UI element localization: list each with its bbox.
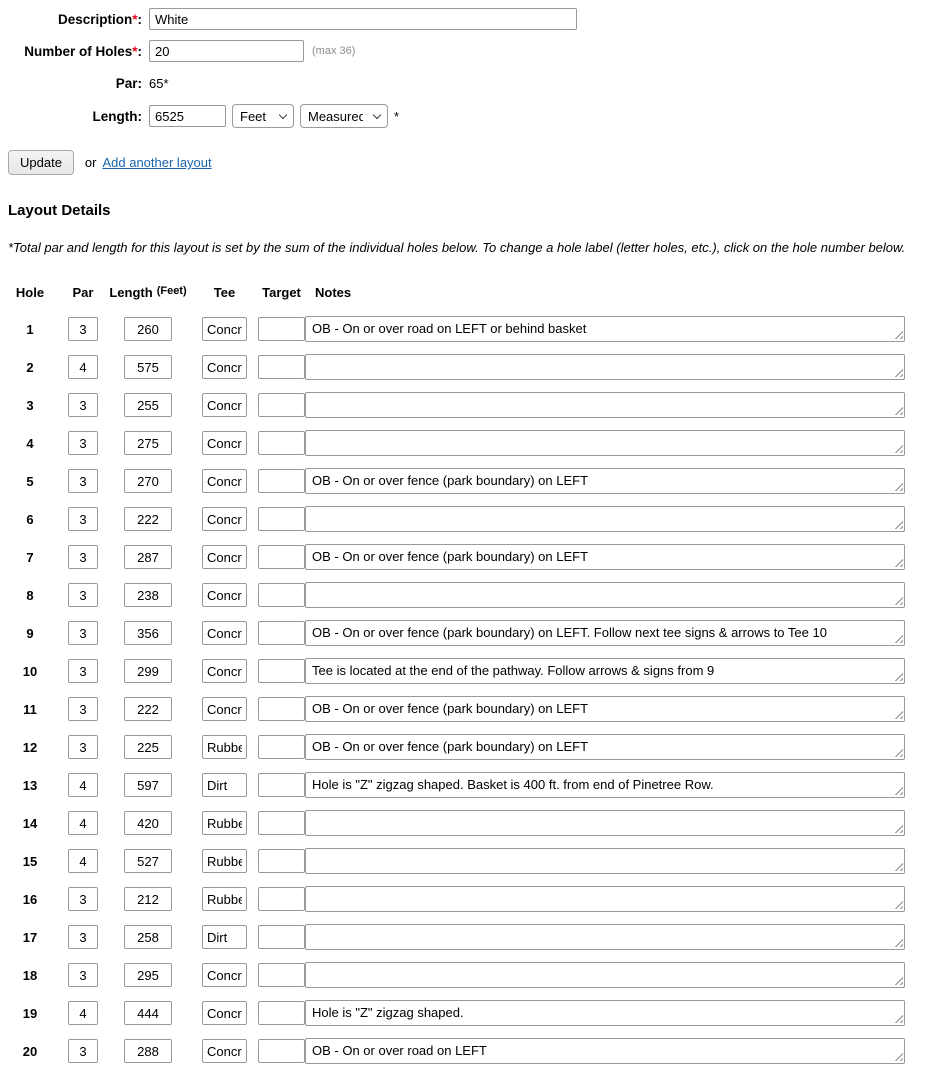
header-par: Par [72,284,94,300]
add-another-layout-link[interactable]: Add another layout [102,155,212,170]
target-input[interactable] [258,583,305,607]
holes-table [0,282,925,1070]
par-input[interactable] [68,431,98,455]
length-method-select[interactable] [300,104,388,128]
length-input[interactable] [124,735,172,759]
length-input[interactable] [124,1001,172,1025]
tee-input[interactable] [202,393,247,417]
par-input[interactable] [68,925,98,949]
target-input[interactable] [258,887,305,911]
number-of-holes-input[interactable] [149,40,304,62]
par-label [0,76,142,91]
tee-input[interactable] [202,773,247,797]
length-unit-select[interactable] [232,104,294,128]
target-input[interactable] [258,1039,305,1063]
length-input[interactable] [124,583,172,607]
par-row [0,72,925,94]
length-input[interactable] [124,431,172,455]
par-input[interactable] [68,621,98,645]
target-input[interactable] [258,963,305,987]
notes-textarea[interactable] [305,582,905,608]
holes-table-header [0,282,925,302]
table-row [0,842,925,880]
table-row [0,880,925,918]
tee-input[interactable] [202,1039,247,1063]
target-input[interactable] [258,811,305,835]
table-row [0,728,925,766]
table-row [0,652,925,690]
length-label [0,109,142,124]
length-input[interactable] [124,507,172,531]
layout-details-note: *Total par and length for this layout is set by the sum of the individual holes below. To change a hole label (letter holes, etc.), click on the hole number below. [8,240,906,255]
notes-textarea[interactable] [305,430,905,456]
par-input[interactable] [68,545,98,569]
form-actions [0,150,925,175]
target-input[interactable] [258,431,305,455]
table-row [0,956,925,994]
notes-textarea[interactable] [305,1038,905,1064]
table-row [0,690,925,728]
length-input[interactable] [124,469,172,493]
par-label-text: Par [115,75,138,91]
hole-number-link[interactable]: 2 [26,359,34,375]
number-of-holes-row [0,40,925,62]
target-input[interactable] [258,393,305,417]
length-input[interactable] [124,811,172,835]
length-input[interactable] [124,697,172,721]
length-asterisk-note: * [394,108,400,124]
table-row [0,918,925,956]
layout-edit-form [0,0,925,128]
hole-number-link[interactable]: 19 [22,1005,38,1021]
header-length-unit: (Feet) [156,284,187,297]
hole-number-link[interactable]: 14 [22,815,38,831]
par-input[interactable] [68,355,98,379]
description-label-text: Description [57,11,133,27]
tee-input[interactable] [202,431,247,455]
max-holes-hint: (max 36) [312,45,356,57]
label-colon: : [137,108,142,124]
or-text: or [84,155,97,170]
header-notes: Notes [315,284,352,300]
table-row [0,348,925,386]
length-label-text: Length [92,108,138,124]
par-input[interactable] [68,317,98,341]
tee-input[interactable] [202,849,247,873]
length-input[interactable] [124,393,172,417]
target-input[interactable] [258,697,305,721]
table-row [0,310,925,348]
tee-input[interactable] [202,621,247,645]
hole-number-link[interactable]: 20 [22,1043,38,1059]
tee-input[interactable] [202,811,247,835]
hole-number-link[interactable]: 15 [22,853,38,869]
par-input[interactable] [68,811,98,835]
length-input[interactable] [124,849,172,873]
notes-textarea[interactable] [305,468,905,494]
notes-textarea[interactable] [305,734,905,760]
table-row [0,766,925,804]
notes-textarea[interactable] [305,392,905,418]
hole-number-link[interactable]: 5 [26,473,34,489]
tee-input[interactable] [202,735,247,759]
update-button[interactable]: Update [8,150,74,175]
hole-number-link[interactable]: 9 [26,625,34,641]
notes-textarea[interactable] [305,696,905,722]
notes-textarea[interactable] [305,544,905,570]
par-input[interactable] [68,963,98,987]
description-row [0,8,925,30]
description-input[interactable] [149,8,577,30]
par-input[interactable] [68,1001,98,1025]
length-input[interactable] [124,887,172,911]
hole-number-link[interactable]: 4 [26,435,34,451]
par-input[interactable] [68,735,98,759]
target-input[interactable] [258,317,305,341]
hole-number-link[interactable]: 18 [22,967,38,983]
hole-number-link[interactable]: 3 [26,397,34,413]
par-input[interactable] [68,1039,98,1063]
tee-input[interactable] [202,317,247,341]
target-input[interactable] [258,773,305,797]
notes-textarea[interactable] [305,848,905,874]
required-asterisk: * [132,11,138,27]
notes-textarea[interactable] [305,354,905,380]
tee-input[interactable] [202,1001,247,1025]
par-input[interactable] [68,697,98,721]
hole-number-link[interactable]: 1 [26,321,34,337]
length-input[interactable] [124,925,172,949]
length-row [0,104,925,128]
tee-input[interactable] [202,697,247,721]
par-input[interactable] [68,469,98,493]
hole-number-link[interactable]: 7 [26,549,34,565]
hole-number-link[interactable]: 16 [22,891,38,907]
hole-number-link[interactable]: 11 [23,701,37,717]
header-length [109,284,187,300]
number-of-holes-label-text: Number of Holes [24,43,133,59]
length-input[interactable] [124,1039,172,1063]
target-input[interactable] [258,735,305,759]
notes-textarea[interactable] [305,506,905,532]
target-input[interactable] [258,545,305,569]
hole-number-link[interactable]: 6 [26,511,34,527]
par-value: 65* [149,75,169,91]
notes-textarea[interactable] [305,962,905,988]
length-input[interactable] [149,105,226,127]
length-input[interactable] [124,621,172,645]
notes-textarea[interactable] [305,316,905,342]
length-input[interactable] [124,355,172,379]
target-input[interactable] [258,621,305,645]
length-input[interactable] [124,963,172,987]
table-row [0,424,925,462]
tee-input[interactable] [202,507,247,531]
target-input[interactable] [258,1001,305,1025]
length-input[interactable] [124,317,172,341]
holes-rows [0,310,925,1070]
par-input[interactable] [68,393,98,417]
target-input[interactable] [258,469,305,493]
par-input[interactable] [68,507,98,531]
hole-number-link[interactable]: 10 [22,663,38,679]
tee-input[interactable] [202,355,247,379]
target-input[interactable] [258,507,305,531]
par-input[interactable] [68,659,98,683]
table-row [0,804,925,842]
tee-input[interactable] [202,583,247,607]
hole-number-link[interactable]: 13 [22,777,38,793]
length-input[interactable] [124,659,172,683]
layout-details-title: Layout Details [8,202,111,219]
target-input[interactable] [258,925,305,949]
description-label [0,12,142,27]
notes-textarea[interactable] [305,810,905,836]
table-row [0,994,925,1032]
hole-number-link[interactable]: 12 [22,739,38,755]
target-input[interactable] [258,355,305,379]
label-colon: : [137,11,142,27]
tee-input[interactable] [202,963,247,987]
notes-textarea[interactable] [305,924,905,950]
target-input[interactable] [258,849,305,873]
par-input[interactable] [68,583,98,607]
number-of-holes-label [0,44,142,59]
target-input[interactable] [258,659,305,683]
label-colon: : [137,43,142,59]
par-input[interactable] [68,887,98,911]
table-row [0,538,925,576]
required-asterisk: * [132,43,138,59]
notes-textarea[interactable] [305,620,905,646]
table-row [0,500,925,538]
par-input[interactable] [68,849,98,873]
header-hole: Hole [15,284,45,300]
table-row [0,1032,925,1070]
header-length-text: Length [109,284,153,300]
notes-textarea[interactable] [305,1000,905,1026]
table-row [0,576,925,614]
label-colon: : [137,75,142,91]
tee-input[interactable] [202,545,247,569]
table-row [0,462,925,500]
notes-textarea[interactable] [305,658,905,684]
tee-input[interactable] [202,925,247,949]
par-input[interactable] [68,773,98,797]
length-input[interactable] [124,545,172,569]
length-input[interactable] [124,773,172,797]
tee-input[interactable] [202,469,247,493]
header-tee: Tee [213,284,236,300]
table-row [0,386,925,424]
tee-input[interactable] [202,659,247,683]
tee-input[interactable] [202,887,247,911]
hole-number-link[interactable]: 8 [26,587,34,603]
notes-textarea[interactable] [305,886,905,912]
notes-textarea[interactable] [305,772,905,798]
header-target: Target [262,284,301,300]
table-row [0,614,925,652]
hole-number-link[interactable]: 17 [22,929,38,945]
